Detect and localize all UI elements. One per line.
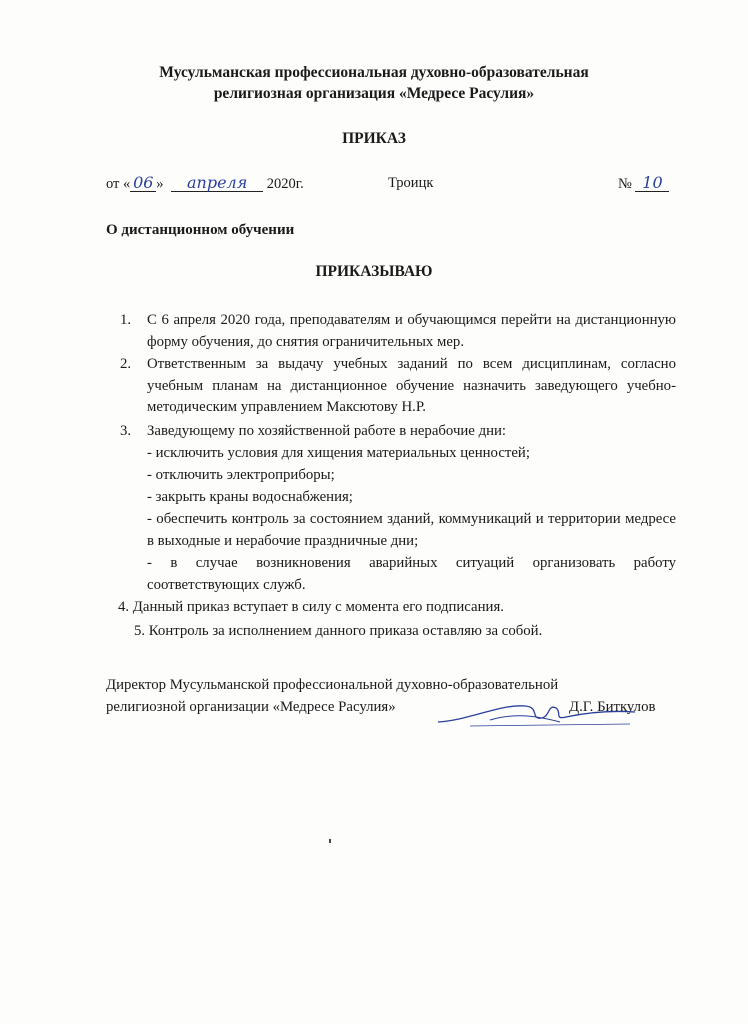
list-item-1 (120, 310, 676, 353)
list-item-5: 5. Контроль за исполнением данного приказа оставляю за собой. (134, 623, 543, 639)
sub-item-5: - в случае возникновения аварийных ситуаций организовать работу соответствующих служб. (147, 555, 676, 593)
list-item-text: С 6 апреля 2020 года, преподавателям и обучающимся перейти на дистанционную форму обучения, до снятия ограничительных мер. (147, 312, 676, 350)
list-item-3 (120, 421, 676, 443)
city: Троицк (388, 175, 434, 191)
document-title: ПРИКАЗ (342, 130, 406, 147)
date-prefix: от « (106, 176, 131, 192)
order-heading: ПРИКАЗЫВАЮ (315, 263, 433, 280)
handwritten-signature-icon (430, 690, 640, 735)
header-line-2: религиозная организация «Медресе Расулия» (213, 85, 535, 102)
order-number: 10 (635, 175, 669, 192)
date-month: апреля (171, 175, 263, 192)
sub-item-2: - отключить электроприборы; (147, 467, 335, 483)
order-number-field (618, 175, 669, 193)
list-item-4: 4. Данный приказ вступает в силу с момента его подписания. (118, 599, 504, 615)
date-day: 06 (130, 175, 156, 192)
list-item-number: 2. (120, 356, 132, 372)
list-item-text: Ответственным за выдачу учебных заданий по всем дисциплинам, согласно учебным планам на дистанционное обучение назначить заведующего учебно-методическим управлением Максютову Н.Р. (147, 356, 676, 416)
signer-position-line-2: религиозной организации «Медресе Расулия» (106, 698, 396, 715)
sub-item-3: - закрыть краны водоснабжения; (147, 489, 353, 505)
number-prefix: № (618, 176, 632, 192)
list-item-text: Заведующему по хозяйственной работе в нерабочие дни: (147, 423, 507, 439)
document-subject: О дистанционном обучении (106, 222, 295, 238)
date-mid: » (156, 176, 164, 192)
header-line-1: Мусульманская профессиональная духовно-образовательная (159, 64, 589, 81)
date-field (106, 175, 304, 193)
list-item-2 (120, 354, 676, 419)
sub-item-1: - исключить условия для хищения материальных ценностей; (147, 445, 530, 461)
organization-header (0, 62, 748, 104)
list-item-number: 3. (120, 423, 132, 439)
signer-position-line-1: Директор Мусульманской профессиональной духовно-образовательной (106, 677, 559, 693)
scan-speck (329, 839, 331, 843)
signer-name: Д.Г. Биткулов (569, 699, 656, 715)
date-year: 2020г. (266, 176, 304, 192)
sub-item-4: - обеспечить контроль за состоянием зданий, коммуникаций и территории медресе в выходные и нерабочие праздничные дни; (147, 511, 676, 549)
list-item-number: 1. (120, 312, 132, 328)
